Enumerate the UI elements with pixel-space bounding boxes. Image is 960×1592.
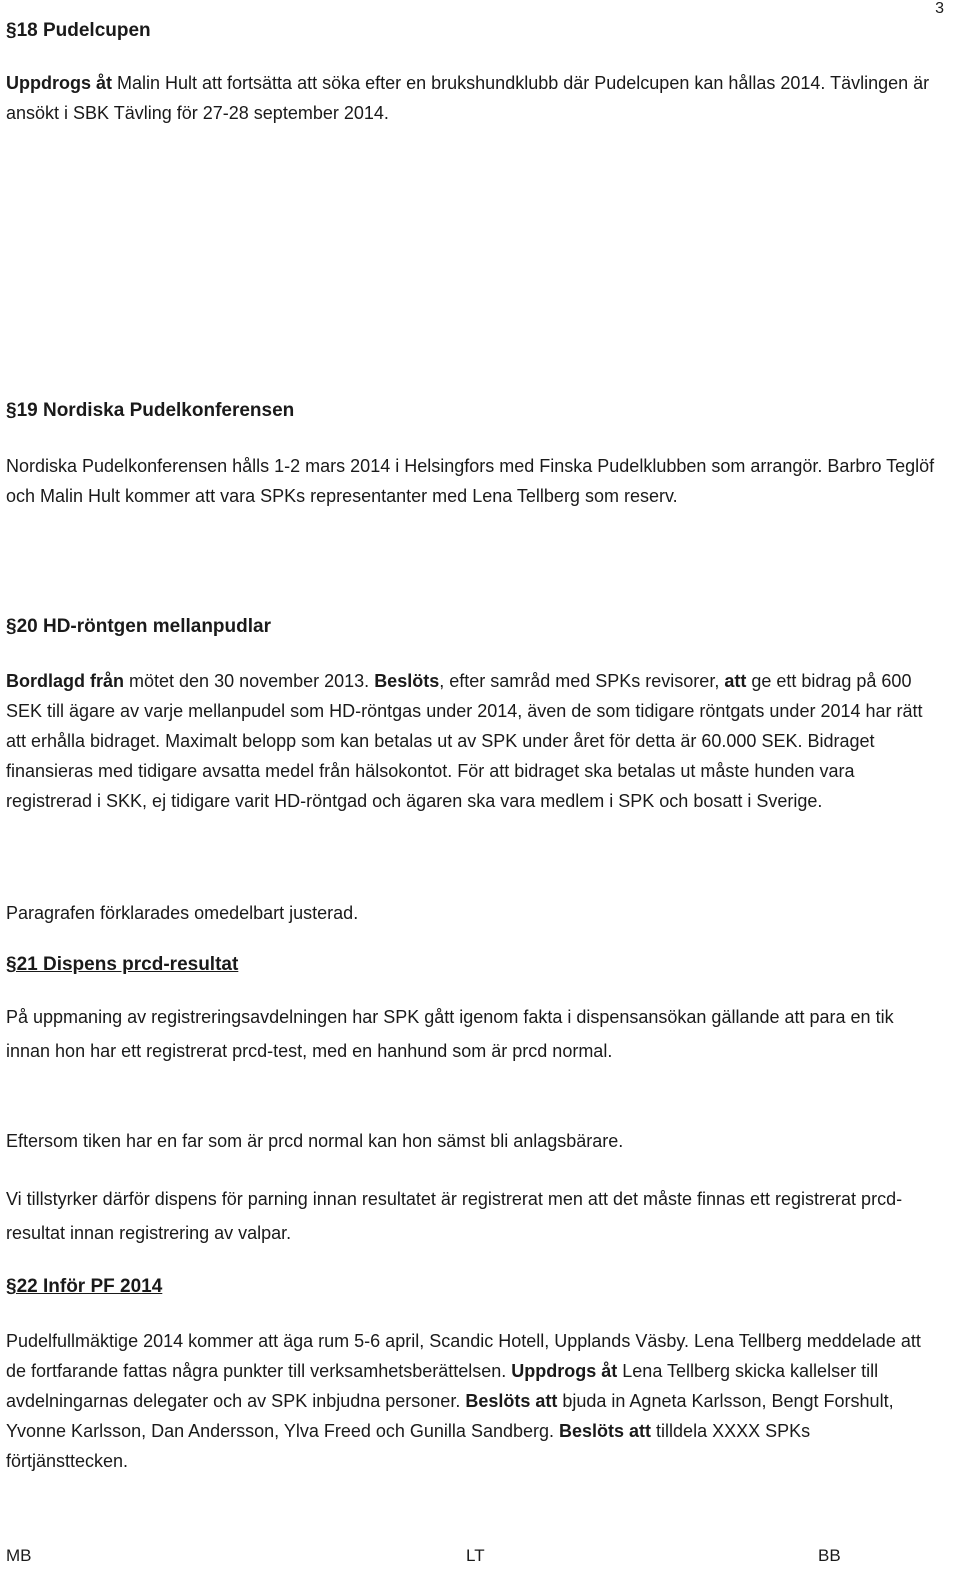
section-18-paragraph [6,68,936,128]
section-19-heading: §19 Nordiska Pudelkonferensen [6,400,295,421]
bold-phrase: Uppdrogs åt [511,1361,618,1381]
bold-phrase: att [724,671,747,691]
page-number: 3 [935,0,944,17]
section-21-paragraph-3: Vi tillstyrker därför dispens för parning innan resultatet är registrerat men att det måste finnas ett registrerat prcd-resultat innan registrering av valpar. [6,1189,903,1243]
bold-phrase: Uppdrogs åt [6,73,112,93]
paragraph-text: mötet den 30 november 2013. [124,671,375,691]
paragraph-text: tilldela XXXX SPKs förtjänsttecken. [6,1421,811,1471]
footer-initials-right: BB [818,1546,841,1565]
paragraph-text: Pudelfullmäktige 2014 kommer att äga rum 5-6 april, Scandic Hotell, Upplands Väsby. Lena Tellberg meddelade att de fortfarande fattas några punkter till verksamhetsberättelsen. [6,1331,921,1381]
bold-phrase: Beslöts att [559,1421,652,1441]
section-19-paragraph: Nordiska Pudelkonferensen hålls 1-2 mars 2014 i Helsingfors med Finska Pudelklubben som arrangör. Barbro Teglöf och Malin Hult kommer att vara SPKs representanter med Lena Tellberg som reserv. [6,456,935,506]
paragraph-text: ge ett bidrag på 600 SEK till ägare av varje mellanpudel som HD-röntgas under 2014, även de som tidigare röntgats under 2014 har rätt att erhålla bidraget. Maximalt belopp som kan betalas ut av SPK under året för detta är 60.000 SEK. Bidraget finansieras med tidigare avsatta medel från hälsokontot. För att bidraget ska betalas ut måste hunden vara registrerad i SKK, ej tidigare varit HD-röntgad och ägaren ska vara medlem i SPK och bosatt i Sverige. [6,671,923,811]
section-20-paragraph [6,666,936,816]
section-20-paragraph-2: Paragrafen förklarades omedelbart justerad. [6,903,359,923]
paragraph-text: Lena Tellberg skicka kallelser till avdelningarnas delegater och av SPK inbjudna personer. [6,1361,879,1411]
bold-phrase: Beslöts [374,671,440,691]
section-22-paragraph [6,1326,936,1476]
section-21-heading: §21 Dispens prcd-resultat [6,954,239,975]
section-22-heading: §22 Inför PF 2014 [6,1276,163,1297]
footer-initials-left: MB [6,1546,32,1565]
bold-phrase: Beslöts att [465,1391,558,1411]
paragraph-text: Malin Hult att fortsätta att söka efter en brukshundklubb där Pudelcupen kan hållas 2014. Tävlingen är ansökt i SBK Tävling för 27-28 september 2014. [6,73,930,123]
footer-initials-center: LT [466,1546,485,1565]
section-18-heading: §18 Pudelcupen [6,20,151,41]
paragraph-text: bjuda in Agneta Karlsson, Bengt Forshult, Yvonne Karlsson, Dan Andersson, Ylva Freed och Gunilla Sandberg. [6,1391,894,1441]
bold-phrase: Bordlagd från [6,671,125,691]
section-21-paragraph-2: Eftersom tiken har en far som är prcd normal kan hon sämst bli anlagsbärare. [6,1131,624,1151]
paragraph-text: , efter samråd med SPKs revisorer, [439,671,725,691]
section-20-heading: §20 HD-röntgen mellanpudlar [6,616,271,637]
section-21-paragraph-1: På uppmaning av registreringsavdelningen har SPK gått igenom fakta i dispensansökan gällande att para en tik innan hon har ett registrerat prcd-test, med en hanhund som är prcd normal. [6,1007,894,1061]
